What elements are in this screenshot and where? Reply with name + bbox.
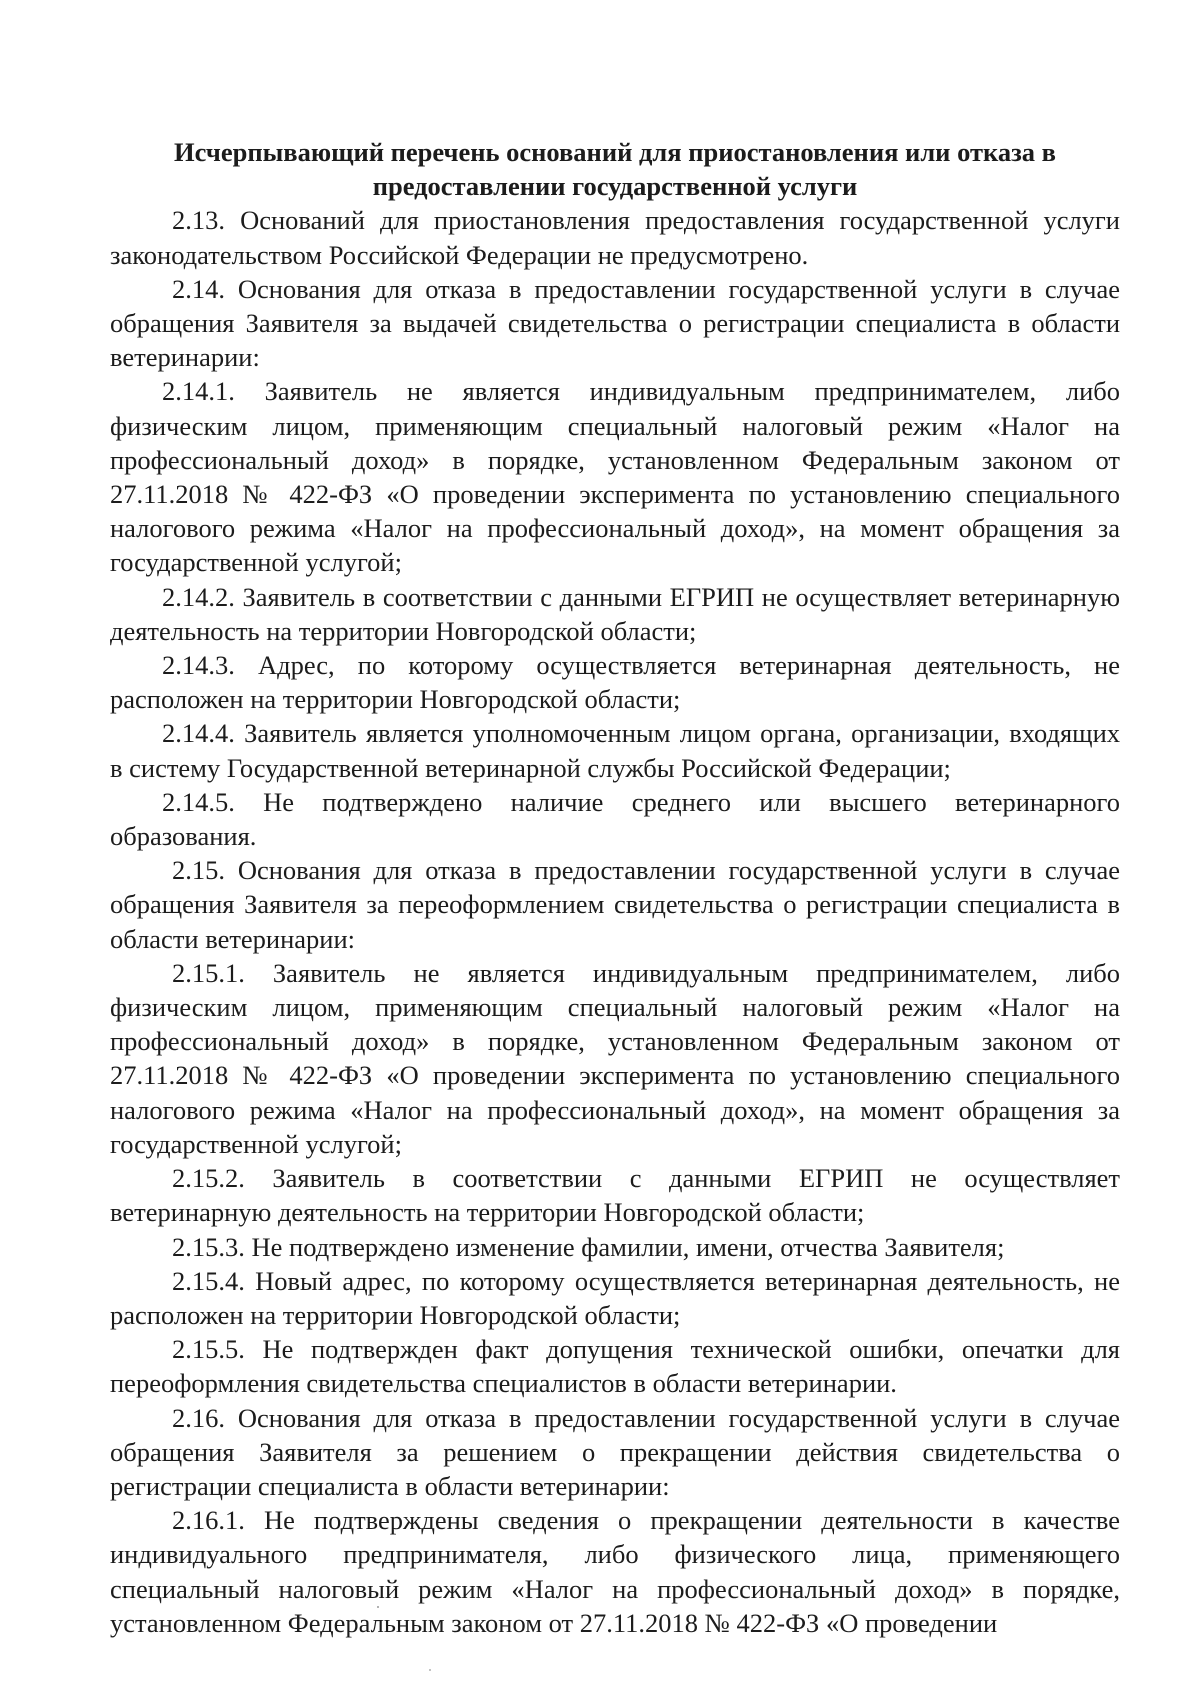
paragraph-2-15-5: 2.15.5. Не подтвержден факт допущения технической ошибки, опечатки для переоформления свидетельства специалистов в области ветеринарии. xyxy=(110,1334,1120,1399)
paragraph-2-15-4: 2.15.4. Новый адрес, по которому осуществляется ветеринарная деятельность, не расположен на территории Новгородской области; xyxy=(110,1265,1120,1330)
paragraph-2-14: 2.14. Основания для отказа в предоставлении государственной услуги в случае обращения Заявителя за выдачей свидетельства о регистрации специалиста в области ветеринарии: xyxy=(110,273,1120,373)
paragraph-2-15-3: 2.15.3. Не подтверждено изменение фамилии, имени, отчества Заявителя; xyxy=(172,1231,1005,1262)
paragraph-2-16-1: 2.16.1. Не подтверждены сведения о прекращении деятельности в качестве индивидуального предпринимателя, либо физического лица, применяющего специальный налоговый режим «Налог на профессиональный доход» в порядке, установленном Федеральным законом от 27.11.2018 № 422-ФЗ «О проведении xyxy=(110,1505,1120,1638)
paragraph-2-15: 2.15. Основания для отказа в предоставлении государственной услуги в случае обращения Заявителя за переоформлением свидетельства о регистрации специалиста в области ветеринарии: xyxy=(110,855,1120,954)
paragraph-2-16: 2.16. Основания для отказа в предоставлении государственной услуги в случае обращения Заявителя за решением о прекращении действия свидетельства о регистрации специалиста в области ветеринарии: xyxy=(110,1402,1120,1501)
paragraph-2-13: 2.13. Оснований для приостановления предоставления государственной услуги законодательством Российской Федерации не предусмотрено. xyxy=(110,205,1120,270)
paragraph-2-15-2: 2.15.2. Заявитель в соответствии с данными ЕГРИП не осуществляет ветеринарную деятельность на территории Новгородской области; xyxy=(110,1163,1120,1228)
paragraph-2-14-2: 2.14.2. Заявитель в соответствии с данными ЕГРИП не осуществляет ветеринарную деятельность на территории Новгородской области; xyxy=(110,581,1120,646)
paragraph-2-14-5: 2.14.5. Не подтверждено наличие среднего или высшего ветеринарного образования. xyxy=(110,786,1120,852)
scan-speck xyxy=(377,1606,379,1608)
scan-speck xyxy=(429,1669,431,1671)
paragraph-2-14-4: 2.14.4. Заявитель является уполномоченным лицом органа, организации, входящих в систему Государственной ветеринарной службы Российской Федерации; xyxy=(110,718,1120,783)
section-title: Исчерпывающий перечень оснований для приостановления или отказа в предоставлении государственной услуги xyxy=(174,137,1056,202)
paragraph-2-14-3: 2.14.3. Адрес, по которому осуществляется ветеринарная деятельность, не расположен на территории Новгородской области; xyxy=(110,650,1120,715)
paragraph-2-14-1: 2.14.1. Заявитель не является индивидуальным предпринимателем, либо физическим лицом, применяющим специальный налоговый режим «Налог на профессиональный доход» в порядке, установленном Федеральным законом от 27.11.2018 № 422-ФЗ «О проведении эксперимента по установлению специального налогового режима «Налог на профессиональный доход», на момент обращения за государственной услугой; xyxy=(110,376,1120,578)
paragraph-2-15-1: 2.15.1. Заявитель не является индивидуальным предпринимателем, либо физическим лицом, применяющим специальный налоговый режим «Налог на профессиональный доход» в порядке, установленном Федеральным законом от 27.11.2018 № 422-ФЗ «О проведении эксперимента по установлению специального налогового режима «Налог на профессиональный доход», на момент обращения за государственной услугой; xyxy=(110,957,1120,1159)
